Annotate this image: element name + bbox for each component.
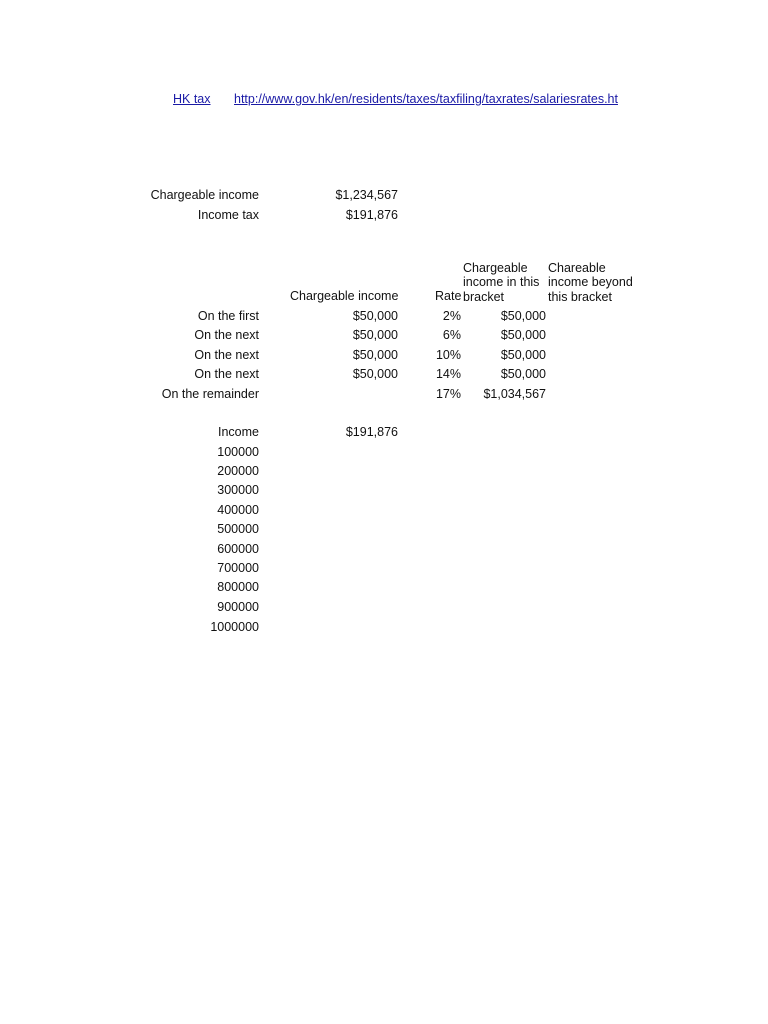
bracket-in-bracket: $1,034,567 [483,387,546,401]
bracket-in-bracket: $50,000 [500,367,546,381]
income-row: 500000 [217,522,259,536]
hk-tax-link[interactable]: HK tax [173,92,211,106]
bracket-label: On the next [194,328,259,342]
bracket-rate: 6% [442,328,461,342]
income-row: 200000 [217,464,259,478]
bracket-in-bracket: $50,000 [500,348,546,362]
bracket-rate: 17% [435,387,461,401]
bracket-in-bracket: $50,000 [500,309,546,323]
bracket-label: On the next [194,367,259,381]
bracket-chargeable: $50,000 [352,348,398,362]
salaries-rates-url-link[interactable]: http://www.gov.hk/en/residents/taxes/taxfiling/taxrates/salariesrates.ht [234,92,618,106]
income-row: 1000000 [210,620,259,634]
income-tax-value: $191,876 [345,208,398,222]
bracket-chargeable: $50,000 [352,328,398,342]
bracket-rate: 10% [435,348,461,362]
income-row: 700000 [217,561,259,575]
income-row: 800000 [217,580,259,594]
col-header-chargeable-income: Chargeable income [290,289,399,303]
bracket-in-bracket: $50,000 [500,328,546,342]
bracket-rate: 14% [435,367,461,381]
bracket-rate: 2% [442,309,461,323]
bracket-label: On the remainder [161,387,259,401]
income-label: Income [218,425,259,439]
income-row: 300000 [217,483,259,497]
income-tax-label: Income tax [197,208,259,222]
bracket-chargeable: $50,000 [352,309,398,323]
chargeable-income-label: Chargeable income [150,188,259,202]
bracket-label: On the first [197,309,259,323]
col-header-rate: Rate [435,289,462,303]
income-row: 400000 [217,503,259,517]
chargeable-income-value: $1,234,567 [335,188,398,202]
income-row: 100000 [217,445,259,459]
col-header-income-beyond-bracket: Chareable income beyond this bracket [548,261,633,304]
bracket-chargeable: $50,000 [352,367,398,381]
income-row: 900000 [217,600,259,614]
income-row: 600000 [217,542,259,556]
col-header-income-in-bracket: Chargeable income in this bracket [463,261,540,304]
income-value: $191,876 [345,425,398,439]
bracket-label: On the next [194,348,259,362]
